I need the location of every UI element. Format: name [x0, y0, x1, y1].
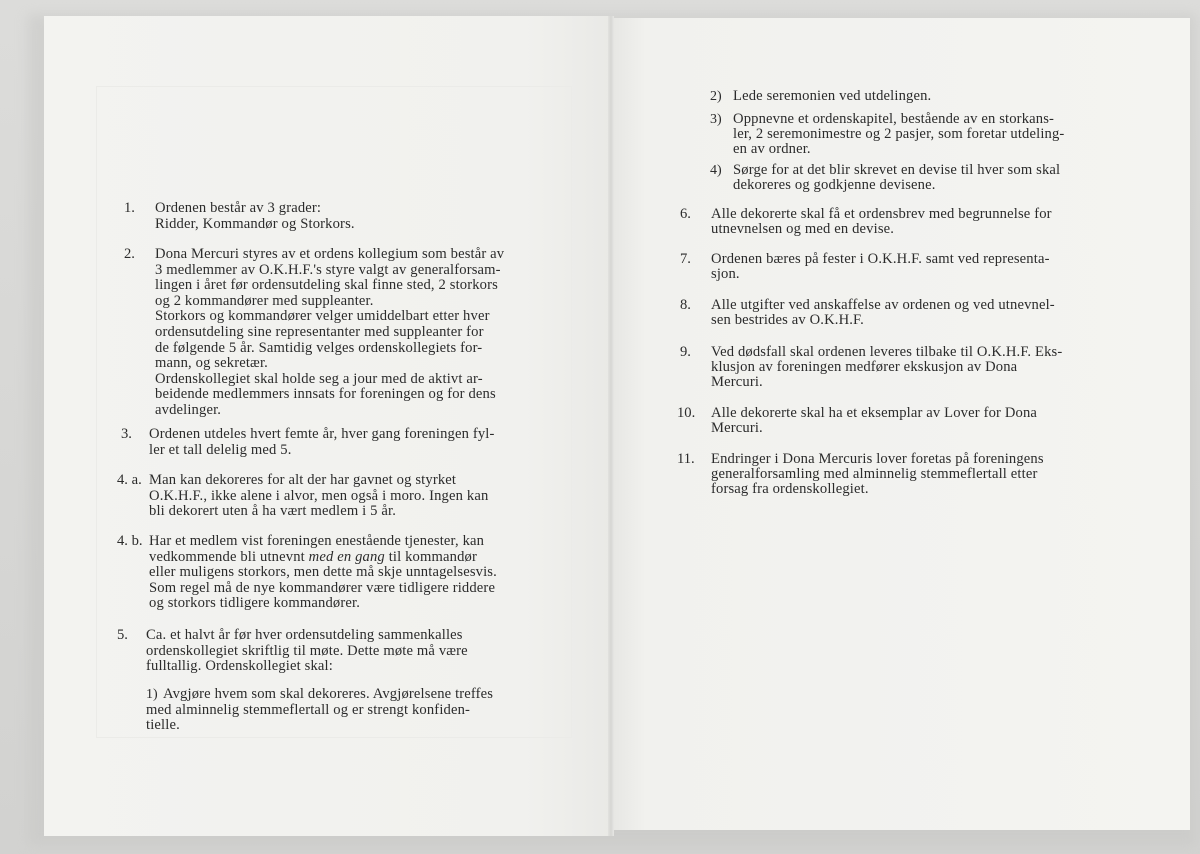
rule-line: ordenskollegiet skriftlig til møte. Dette møte må være [146, 642, 468, 659]
rule-line: Ordenen består av 3 grader: [155, 200, 322, 216]
rule-line: Alle dekorerte skal ha et eksemplar av Lover for Dona [711, 405, 1038, 421]
rule-line: de følgende 5 år. Samtidig velges ordenskollegiets for- [155, 339, 483, 356]
rule-line: Endringer i Dona Mercuris lover foretas på foreningens [711, 451, 1044, 467]
rule-line: eller muligens storkors, men dette må skje unntagelsesvis. [149, 564, 497, 581]
rule-line: Oppnevne et ordenskapitel, bestående av en storkans- [733, 111, 1055, 127]
rule-number: 1) [146, 687, 158, 702]
rule-line: Mercuri. [711, 374, 763, 390]
rule-line: klusjon av foreningen medfører ekskusjon av Dona [711, 359, 1018, 375]
rule-line: bli dekorert uten å ha vært medlem i 5 år. [149, 503, 397, 520]
rule-line: fulltallig. Ordenskollegiet skal: [146, 658, 333, 675]
rule-line: Alle utgifter ved anskaffelse av ordenen og ved utnevnel- [711, 297, 1055, 313]
rule-number: 8. [680, 297, 691, 313]
rule-number: 4. b. [117, 533, 143, 549]
rule-line: Ca. et halvt år før hver ordensutdeling sammenkalles [146, 627, 463, 643]
rule-number: 7. [680, 251, 691, 267]
rule-number: 3) [710, 112, 722, 127]
rule-number: 4) [710, 163, 722, 178]
rule-line: Dona Mercuri styres av et ordens kollegium som består av [155, 246, 505, 262]
rule-line: O.K.H.F., ikke alene i alvor, men også i moro. Ingen kan [149, 487, 489, 504]
rule-line: med alminnelig stemmeflertall og er strengt konfiden- [146, 701, 471, 718]
center-fold [608, 16, 614, 836]
rule-line: Mercuri. [711, 420, 763, 436]
italic-phrase: med en gang [308, 548, 385, 565]
rule-number: 4. a. [117, 472, 142, 488]
rule-number: 10. [677, 405, 696, 421]
rule-line: Man kan dekoreres for alt der har gavnet og styrket [149, 472, 457, 488]
rule-number: 6. [680, 206, 691, 222]
rule-line: mann, og sekretær. [155, 355, 268, 372]
rule-line: ler et tall delelig med 5. [149, 441, 292, 458]
rule-line: ler, 2 seremonimestre og 2 pasjer, som foretar utdeling- [733, 126, 1065, 142]
rule-number: 11. [677, 451, 695, 467]
rule-line: Lede seremonien ved utdelingen. [733, 88, 932, 104]
rule-line: Alle dekorerte skal få et ordensbrev med begrunnelse for [711, 206, 1052, 222]
rule-line: Ridder, Kommandør og Storkors. [155, 215, 355, 232]
rule-line: Har et medlem vist foreningen enestående tjenester, kan [149, 533, 485, 549]
rule-line: og storkors tidligere kommandører. [149, 595, 360, 612]
rule-number: 1. [124, 200, 135, 216]
rule-line: Storkors og kommandører velger umiddelbart etter hver [155, 308, 490, 325]
rule-line: Ordenskollegiet skal holde seg a jour med de aktivt ar- [155, 370, 483, 387]
rule-line: generalforsamling med alminnelig stemmeflertall etter [711, 466, 1038, 482]
rule-line: sjon. [711, 266, 740, 282]
rule-line: en av ordner. [733, 141, 811, 157]
rule-number: 2. [124, 246, 135, 262]
rule-line: dekoreres og godkjenne devisene. [733, 177, 936, 193]
rule-line: forsag fra ordenskollegiet. [711, 481, 869, 497]
rule-line: Ved dødsfall skal ordenen leveres tilbake til O.K.H.F. Eks- [711, 344, 1063, 360]
rule-number: 3. [121, 426, 132, 442]
rule-line: Avgjøre hvem som skal dekoreres. Avgjørelsene treffes [163, 686, 494, 702]
rule-line: sen bestrides av O.K.H.F. [711, 312, 864, 328]
rule-line: Som regel må de nye kommandører være tidligere riddere [149, 579, 496, 596]
rule-number: 9. [680, 344, 691, 360]
rule-line: lingen i året før ordensutdeling skal finne sted, 2 storkors [155, 277, 498, 294]
rule-number: 2) [710, 89, 722, 104]
rule-line: ordensutdeling sine representanter med suppleanter for [155, 324, 484, 340]
rule-line: tielle. [146, 717, 180, 734]
rule-line: avdelinger. [155, 402, 222, 418]
rule-line: Ordenen bæres på fester i O.K.H.F. samt ved representa- [711, 251, 1050, 267]
rule-line: vedkommende bli utnevnt med en gang til kommandør [149, 548, 477, 565]
rule-number: 5. [117, 627, 128, 643]
rule-line: beidende medlemmers innsats for foreningen og for dens [155, 386, 496, 403]
rule-line: og 2 kommandører med suppleanter. [155, 292, 374, 309]
rule-line: Sørge for at det blir skrevet en devise til hver som skal [733, 162, 1061, 178]
rule-line: utnevnelsen og med en devise. [711, 221, 895, 237]
rule-line: Ordenen utdeles hvert femte år, hver gang foreningen fyl- [149, 426, 495, 442]
rule-line: 3 medlemmer av O.K.H.F.'s styre valgt av generalforsam- [155, 261, 501, 278]
